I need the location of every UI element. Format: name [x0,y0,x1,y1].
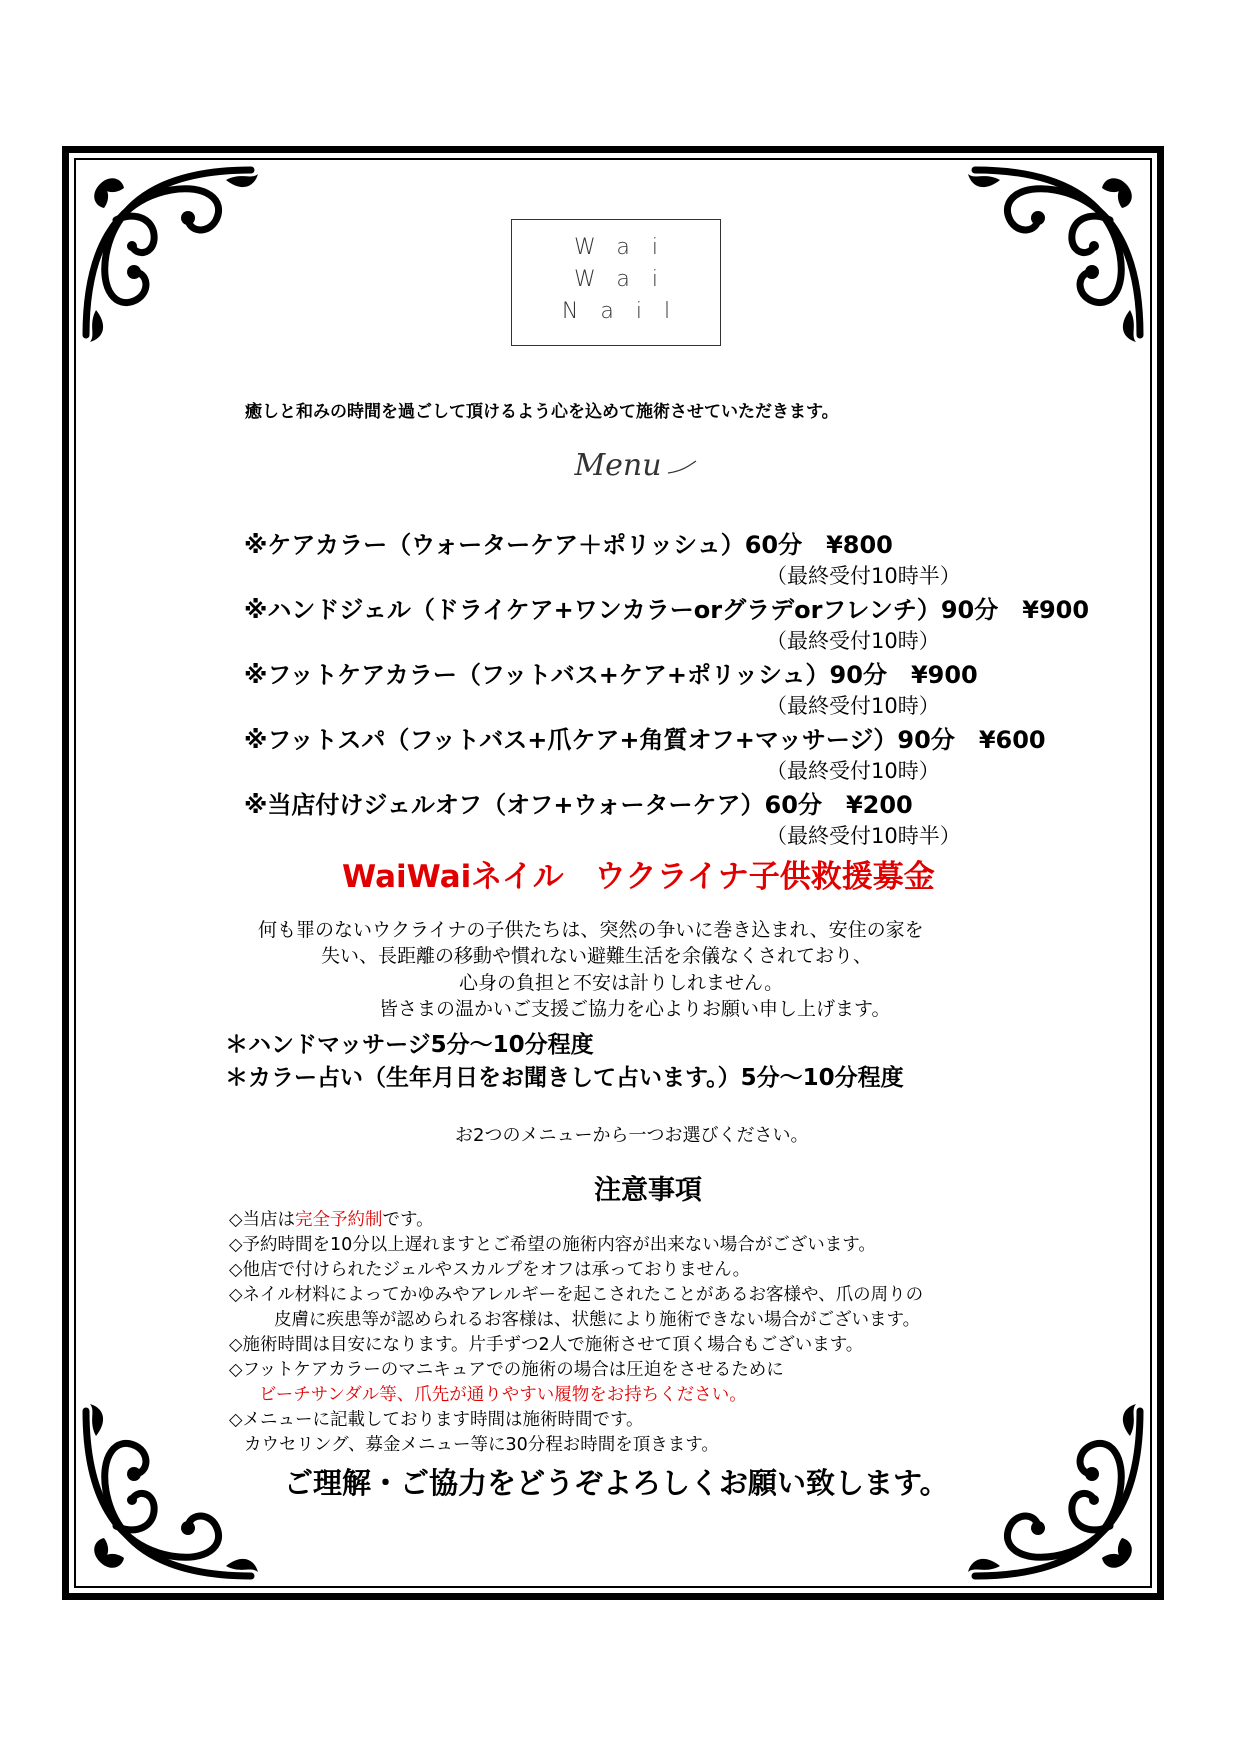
intro-text: 癒しと和みの時間を過ごして頂けるよう心を込めて施術させていただきます。 [245,402,839,422]
menu-item-note: （最終受付10時半） [766,824,961,848]
menu-item-title: ※ハンドジェル（ドライケア+ワンカラーorグラデorフレンチ）90分 ¥900 [244,596,1090,624]
donation-paragraph-line: 皆さまの温かいご支援ご協力を心よりお願い申し上げます。 [379,998,891,1020]
notice-text: です。 [382,1210,434,1230]
menu-heading [538,443,698,487]
donation-paragraph-line: 何も罪のないウクライナの子供たちは、突然の争いに巻き込まれ、安住の家を [258,919,924,941]
notice-line [229,1206,434,1231]
logo-line-1: Wai [574,235,680,260]
shop-logo [511,219,721,346]
notice-line: カウセリング、募金メニュー等に30分程お時間を頂きます。 [244,1435,719,1455]
menu-heading-text: Menu [574,448,662,483]
notice-line: 皮膚に疾患等が認められるお客様は、状態により施術できない場合がございます。 [274,1310,921,1330]
notice-line: ◇予約時間を10分以上遅れますとご希望の施術内容が出来ない場合がございます。 [229,1235,876,1255]
donation-option: ＊カラー占い（生年月日をお聞きして占います。）5分～10分程度 [225,1065,904,1091]
logo-line-2: Wai [574,267,680,292]
corner-ornament-icon [960,160,1150,350]
notice-text: ◇当店は [229,1210,295,1230]
notice-line: ◇施術時間は目安になります。片手ずつ2人で施術させて頂く場合もございます。 [229,1335,864,1355]
menu-item-note: （最終受付10時） [766,759,940,783]
donation-paragraph-line: 失い、長距離の移動や慣れない避難生活を余儀なくされており、 [321,945,873,967]
corner-ornament-icon [76,160,266,350]
donation-title: WaiWaiネイル ウクライナ子供救援募金 [342,859,935,895]
menu-item-note: （最終受付10時） [766,694,940,718]
closing-message: ご理解・ご協力をどうぞよろしくお願い致します。 [284,1466,949,1500]
notice-title: 注意事項 [594,1175,702,1206]
menu-item-title: ※ケアカラー（ウォーターケア＋ポリッシュ）60分 ¥800 [244,531,893,559]
notice-highlight: 完全予約制 [294,1210,383,1230]
notice-line: ◇ネイル材料によってかゆみやアレルギーを起こされたことがあるお客様や、爪の周りの [229,1285,924,1305]
donation-paragraph-line: 心身の負担と不安は計りしれません。 [459,972,784,994]
notice-line: ◇メニューに記載しております時間は施術時間です。 [229,1410,644,1430]
notice-line: ◇他店で付けられたジェルやスカルプをオフは承っておりません。 [229,1260,751,1280]
menu-item-title: ※フットケアカラー（フットバス+ケア+ポリッシュ）90分 ¥900 [244,661,978,689]
donation-choose-text: お2つのメニューから一つお選びください。 [455,1125,809,1146]
menu-item-note: （最終受付10時半） [766,564,961,588]
corner-ornament-icon [960,1396,1150,1586]
notice-line-highlight: ビーチサンダル等、爪先が通りやすい履物をお持ちください。 [259,1385,747,1405]
menu-item-title: ※フットスパ（フットバス+爪ケア+角質オフ+マッサージ）90分 ¥600 [244,726,1046,754]
logo-line-3: Nail [561,299,693,324]
menu-item-title: ※当店付けジェルオフ（オフ+ウォーターケア）60分 ¥200 [244,791,913,819]
menu-item-note: （最終受付10時） [766,629,940,653]
notice-line: ◇フットケアカラーのマニキュアでの施術の場合は圧迫をさせるために [229,1360,784,1380]
donation-option: ＊ハンドマッサージ5分～10分程度 [225,1032,594,1058]
